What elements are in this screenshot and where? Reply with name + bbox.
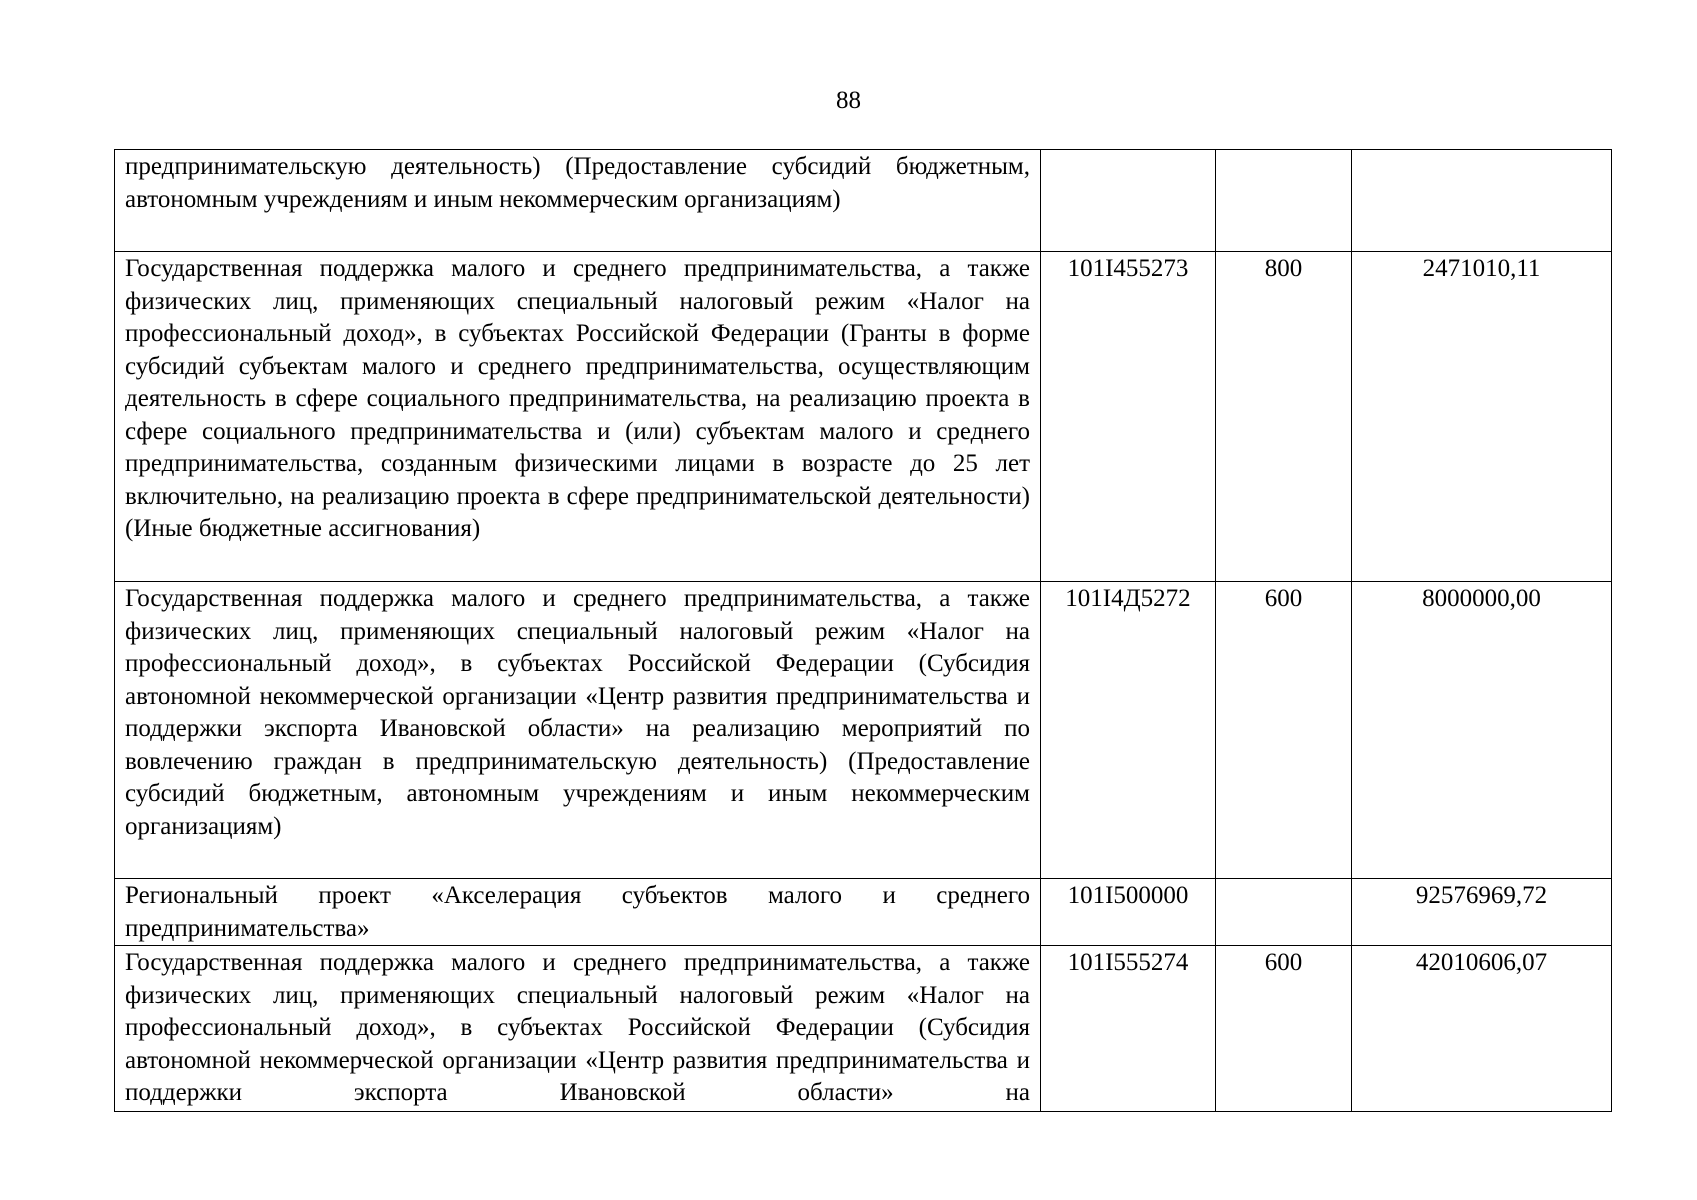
row-expense-kind [1216,150,1352,252]
row-amount: 42010606,07 [1352,946,1612,1112]
budget-table [114,149,1612,1112]
row-amount: 2471010,11 [1352,252,1612,582]
table-row [115,946,1612,1112]
row-name: Государственная поддержка малого и среднего предпринимательства, а также физических лиц, применяющих специальный налоговый режим «Налог на профессиональный доход», в субъектах Российской Федерации (Субсидия автономной некоммерческой организации «Центр развития предпринимательства и поддержки экспорта Ивановской области» на реализацию мероприятий по вовлечению граждан в предпринимательскую деятельность) (Предоставление субсидий бюджетным, автономным учреждениям и иным некоммерческим организациям) [115,582,1041,879]
row-expense-kind: 800 [1216,252,1352,582]
page-number: 88 [836,87,861,114]
row-amount [1352,150,1612,252]
row-name: Государственная поддержка малого и среднего предпринимательства, а также физических лиц, применяющих специальный налоговый режим «Налог на профессиональный доход», в субъектах Российской Федерации (Гранты в форме субсидий субъектам малого и среднего предпринимательства, осуществляющим деятельность в сфере социального предпринимательства, на реализацию проекта в сфере социального предпринимательства и (или) субъектам малого и среднего предпринимательства, созданным физическими лицами в возрасте до 25 лет включительно, на реализацию проекта в сфере предпринимательской деятельности) (Иные бюджетные ассигнования) [115,252,1041,582]
row-expense-kind: 600 [1216,582,1352,879]
table-row [115,582,1612,879]
row-name: Государственная поддержка малого и среднего предпринимательства, а также физических лиц, применяющих специальный налоговый режим «Налог на профессиональный доход», в субъектах Российской Федерации (Субсидия автономной некоммерческой организации «Центр развития предпринимательства и поддержки экспорта Ивановской области» на [115,946,1041,1112]
table-row [115,150,1612,252]
row-target-code: 101I555274 [1041,946,1216,1112]
row-expense-kind [1216,879,1352,946]
row-target-code: 101I455273 [1041,252,1216,582]
table-row [115,252,1612,582]
table-row [115,879,1612,946]
row-amount: 8000000,00 [1352,582,1612,879]
row-target-code [1041,150,1216,252]
row-amount: 92576969,72 [1352,879,1612,946]
row-expense-kind: 600 [1216,946,1352,1112]
row-target-code: 101I4Д5272 [1041,582,1216,879]
row-name: предпринимательскую деятельность) (Предоставление субсидий бюджетным, автономным учреждениям и иным некоммерческим организациям) [115,150,1041,252]
row-target-code: 101I500000 [1041,879,1216,946]
row-name: Региональный проект «Акселерация субъектов малого и среднего предпринимательства» [115,879,1041,946]
